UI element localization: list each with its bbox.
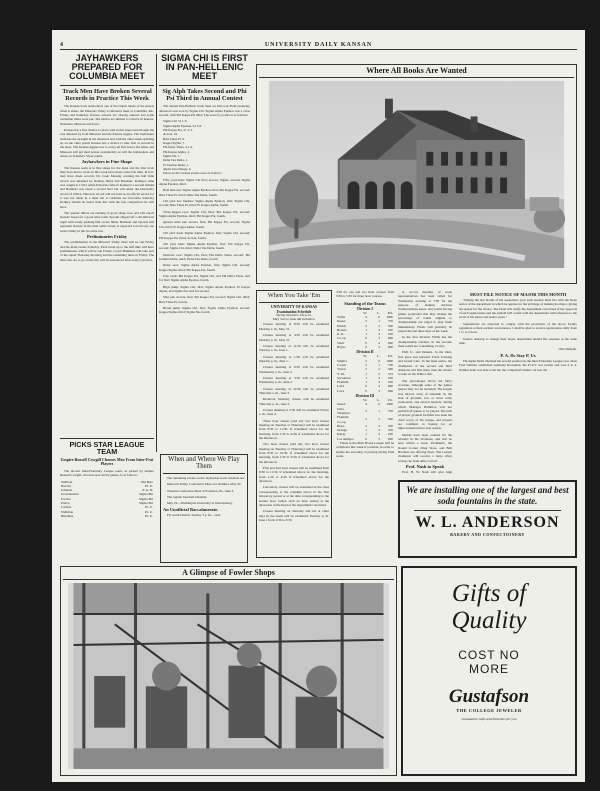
gustafson-fine: Graduation Gifts and Novelties for you bbox=[461, 717, 517, 721]
score-item: Delta Tau Delta, 1. bbox=[163, 158, 188, 163]
exam-line: Classes meeting at 2:30 will be examined Friday a. m., June 4. bbox=[259, 407, 329, 417]
table-row bbox=[336, 415, 394, 424]
team-name: Hayes bbox=[337, 345, 346, 350]
gustafson-quality: Quality bbox=[451, 607, 527, 634]
paper-name: UNIVERSITY DAILY KANSAN bbox=[264, 42, 373, 48]
team-stat: 250 bbox=[387, 327, 393, 332]
division-3-table bbox=[336, 398, 394, 441]
pickstar-headline: PICKS STAR LEAGUE TEAM bbox=[69, 440, 145, 457]
paragraph: Western Conference Meet at Evanston, Ill., June 3. bbox=[167, 488, 235, 493]
team-name: Univ. Thomson bbox=[337, 406, 350, 415]
paragraph: Sophomores are expected to comply with the provisions of the above faculty regulation at their earliest convenience. I shall be glad to receive applications daily from 1 to 4 o'clock. bbox=[459, 321, 577, 335]
team-name: Orange bbox=[337, 428, 347, 433]
team-stat: 0 bbox=[378, 358, 380, 363]
paragraph: Relay race: Sigma Alpha Epsilon, first; Sigma Chi, second; Kappa Sigma, third; Phi Kappa Psi, fourth. bbox=[159, 263, 250, 272]
team-stat: 500 bbox=[387, 323, 393, 328]
gustafson-gifts: Gifts of bbox=[451, 580, 527, 607]
team-name: Willis bbox=[337, 314, 346, 319]
header-cell: W. bbox=[363, 354, 367, 359]
paragraph: Shot put: Acacia, first; Phi Kappa Psi, second; Sigma Chi, third; Beta Theta Pi, fourth. bbox=[159, 295, 250, 304]
gustafson-sub: THE COLLEGE JEWELER bbox=[456, 708, 522, 713]
exam-headline: When You Take 'Em bbox=[259, 293, 329, 303]
header-cell: W. bbox=[363, 310, 367, 315]
header-cell: W. bbox=[363, 398, 367, 403]
team-name: Los Amigos bbox=[337, 436, 354, 441]
header-cell: Pct. bbox=[387, 398, 393, 403]
team-stat: 250 bbox=[387, 375, 393, 380]
newspaper-page bbox=[52, 30, 585, 782]
signature: Olin Templin. bbox=[558, 347, 577, 352]
league-article bbox=[398, 290, 452, 476]
score-item: Phi Kappa Alpha, 4. bbox=[163, 149, 190, 154]
team-name: Steel bbox=[337, 340, 344, 345]
player-team: Phi Beta bbox=[141, 479, 153, 484]
paragraph: Three hour classes (and any two hour classes meeting on Tuesday or Thursday) will be examined from 8:30 to 11:30. If scheduled above for the morning, from 1:30 to 4:30, if scheduled above for the afternoon. bbox=[259, 418, 329, 441]
standings-tail bbox=[336, 441, 394, 458]
score-item: Sigma Chi 31 1-3. bbox=[163, 119, 188, 124]
table-row bbox=[336, 407, 394, 416]
paragraph: 120 yard low hurdles: Sigma Alpha Epsilon, first; Sigma Chi, second; Beta Theta Pi, third; Pi Kappa Alpha, fourth. bbox=[159, 199, 250, 208]
paragraph: The all-star Inter-Fraternity League team, as picked by umpire Russell Cowgill, who has seen all the games, is as follows: bbox=[60, 468, 154, 478]
player-team: P. A. D. bbox=[142, 488, 153, 493]
team-stat: 2 bbox=[378, 417, 380, 422]
player-name: Forcier bbox=[61, 496, 71, 501]
team-name: Sneed bbox=[337, 402, 346, 407]
sigmachi-subhead: Sig Alph Takes Second and Phi Psi Third in Annual Contest bbox=[162, 87, 247, 102]
team-stat: 1 bbox=[365, 432, 367, 437]
team-stat: 000 bbox=[387, 336, 393, 341]
exam-line: Classes meeting at 3:30 will be examined Wednesday p. m., June 2. bbox=[259, 375, 329, 385]
paragraph: The annual Pan-Hellenic track meet on McCook Field yesterday afternoon was won by Sigma Chi. Sigma Alpha Epsilon was a close second, with Phi Kappa Psi third. The score by points is as follows: bbox=[159, 104, 250, 117]
division-2-table bbox=[336, 354, 394, 393]
anderson-ad bbox=[398, 480, 577, 558]
team-name: Franklin bbox=[337, 380, 349, 385]
team-stat: 0 bbox=[378, 314, 380, 319]
anderson-rule bbox=[414, 510, 561, 511]
header-cell: L. bbox=[377, 354, 380, 359]
team-name: Barnes bbox=[337, 327, 347, 332]
team-stat: 0 bbox=[365, 384, 367, 389]
exam-university: UNIVERSITY OF KANSAS bbox=[270, 304, 318, 309]
score-item: Phi Kappa Psi, 21 2-3. bbox=[163, 127, 193, 132]
jayhawkers-headline: JAYHAWKERS PREPARED FOR COLUMBIA MEET bbox=[60, 54, 154, 86]
score-item: Beta Theta Pi, 9. bbox=[163, 136, 186, 141]
team-stat: 1 bbox=[365, 371, 367, 376]
exam-line: Classes meeting at 4:30 will be examined Monday p. m., May 31. bbox=[259, 333, 329, 342]
player-team: Sigma Phi bbox=[138, 492, 153, 497]
paragraph: May 19—Washington University at Warrensburg. bbox=[167, 501, 233, 506]
team-stat: 3 bbox=[378, 336, 380, 341]
team-name: Kindy bbox=[337, 432, 346, 437]
paragraph: Finals in the Bark House League will be completed this week if possible, in order to enable the awarding of playing during final week. bbox=[336, 441, 394, 459]
paragraph: The Kansas track team enters one of the largest meets of the season when it enters the Missouri Valley Conference meet at Columbia, Mo. Friday and Saturday. Kansas schools are already entered and some creditable times were put. The entries are limited to schools in Kansas, Nebraska, Missouri and Iowa. bbox=[60, 104, 154, 126]
books-box bbox=[256, 64, 577, 284]
paragraph: The remaining events on the Jayhawker track schedule are: bbox=[167, 475, 245, 480]
player-name: Sullivan bbox=[61, 479, 73, 484]
mustfile-article bbox=[456, 290, 577, 476]
team-stat: 4 bbox=[378, 340, 380, 345]
sigmachi-article bbox=[156, 54, 250, 452]
team-stat: 2 bbox=[378, 323, 380, 328]
paragraph: Places in the various events were as follows: bbox=[163, 171, 222, 176]
paragraph: Eldb U., and Daniels. In the third, first place lies between Track Training and Grand Cafe. In the final series, the champions of the second and third divisions will first meet, then the winner to take on the Willis Club. bbox=[398, 350, 452, 377]
team-stat: 2 bbox=[365, 423, 367, 428]
exam-line: Classes meeting at 1:30 will be examined Tuesday p. m., June 1. bbox=[259, 354, 329, 363]
subheading: Jayhawkers in Fine Shape bbox=[81, 159, 133, 165]
player-name: Hutchins bbox=[61, 513, 74, 518]
team-name: Taylor bbox=[337, 367, 346, 372]
score-item: Sigma Nu, 1. bbox=[163, 154, 181, 159]
score-item: Kappa Sigma, 7. bbox=[163, 140, 185, 145]
exam-line: Classes meeting at 11:30 will be examined Tuesday a. m., June 1. bbox=[259, 343, 329, 353]
team-stat: 250 bbox=[387, 428, 393, 433]
exam-dates: May 31st to June 4th inclusive. bbox=[272, 316, 316, 321]
paragraph: Obstacle race: Sigma Chi, first; Phi Delta Theta, second; Phi Gamma Delta, third; Delta Tau Delta, fourth. bbox=[159, 252, 250, 261]
player-name: Carlton bbox=[61, 505, 72, 510]
paragraph: The Kansas team is in fine shape for the meet and the first track they have had to work on this week have made some fast time. In fact, they have made records. Dr. Cade Monday evening the half mile record was smashed by Rodkey, Riley and Barnhart. Rodkey's time was caught at 1:59.2 while Edwards came in Rodkey's a second behind and Barnhart was about a second later but will under the University record of 2:00.2. This new record will not hold as an official record for it was not made in a meet but it confirms are favorable Saturday Rodkey should do better than this with the fast competitors he will have. bbox=[60, 165, 154, 209]
paragraph: First and four hour classes will be examined from 8:30 to 11:30, if scheduled above for the morning, from 1:30 to 4:30 if scheduled above for the afternoon. bbox=[259, 466, 329, 484]
team-stat: 000 bbox=[387, 388, 393, 393]
team-stat: 0 bbox=[378, 402, 380, 407]
announcement-title: An Unofficial Baccalaureate. bbox=[163, 506, 219, 512]
paragraph: Juniors desiring to change their major department should file requests at the same time. bbox=[459, 336, 577, 346]
player-team: Sigma Phi bbox=[138, 501, 153, 506]
team-stat: 2 bbox=[378, 367, 380, 372]
whenwhere-box bbox=[160, 454, 248, 563]
team-name: Stevenson bbox=[337, 375, 351, 380]
paragraph: The regular baseball schedule: bbox=[167, 494, 208, 499]
paragraph: Missouri Valley Conference Meet at Columbia, May 20. bbox=[167, 482, 242, 487]
pickstar-intro bbox=[60, 469, 154, 478]
team-stat: 250 bbox=[387, 380, 393, 385]
masthead bbox=[60, 42, 577, 50]
score-item: Pi Upsilon Delta, 1. bbox=[163, 162, 190, 167]
table-row bbox=[336, 389, 394, 393]
header-cell: Pct. bbox=[387, 310, 393, 315]
pickstar-table bbox=[60, 480, 154, 519]
page-number: 4 bbox=[60, 42, 64, 48]
player-team: Pi. U. bbox=[145, 509, 153, 514]
subheading: Preliminaries Friday bbox=[86, 233, 128, 239]
player-name: Johnson bbox=[61, 488, 73, 493]
team-stat: 250 bbox=[387, 332, 393, 337]
team-stat: 1 bbox=[378, 319, 380, 324]
team-stat: 3 bbox=[378, 327, 380, 332]
paragraph: The percentages above are fairly accurate, although some of the games played may not be included. The league was thrown away of schedule by the lack of grounds, two or three rainy week-ends, and several hazards, during which Manager Hamilton will not permit ball games to be played. The lack of proper grounds facilities has been the chief worry of the league, and players are confident in hoping for an improvement before next season. bbox=[398, 378, 452, 431]
team-name: Hope bbox=[337, 423, 345, 428]
division-1-heading: Division I bbox=[357, 306, 373, 311]
team-stat: 2 bbox=[365, 323, 367, 328]
player-name: Harold bbox=[61, 483, 71, 488]
team-name: Smith's bbox=[337, 358, 348, 363]
score-list bbox=[159, 119, 250, 171]
player-name: Pierce bbox=[61, 501, 70, 506]
score-item: Acacia, 10. bbox=[163, 132, 178, 137]
team-stat: 0 bbox=[365, 388, 367, 393]
anderson-name: W. L. ANDERSON bbox=[415, 514, 560, 531]
team-stat: 1 bbox=[365, 428, 367, 433]
team-stat: 4 bbox=[365, 314, 367, 319]
team-name: Ehrich bbox=[337, 323, 347, 328]
standings-intro bbox=[336, 290, 394, 299]
standings-article bbox=[336, 290, 394, 558]
paragraph: 220 yard dash: Sigma Alpha Epsilon, first; Phi Kappa Psi, second; Sigma Chi, third; Delta Tau Delta, fourth. bbox=[159, 241, 250, 251]
team-stat: 750 bbox=[387, 362, 393, 367]
fowler-box bbox=[60, 566, 397, 776]
team-stat: 2 bbox=[365, 417, 367, 422]
team-stat: 3 bbox=[378, 436, 380, 441]
team-name: K. K. bbox=[337, 332, 345, 337]
table-row bbox=[336, 345, 394, 349]
jayhawkers-body bbox=[60, 104, 154, 262]
player-team: Pi. U. bbox=[145, 513, 153, 518]
team-stat: 3 bbox=[365, 362, 367, 367]
player-name: Grotzmacher bbox=[61, 492, 79, 497]
fowler-headline: A Glimpse of Fowler Shops bbox=[63, 569, 394, 580]
subheading: P. A. Ds Stay P. Us bbox=[500, 352, 536, 358]
team-stat: 2 bbox=[378, 371, 380, 376]
player-team: Pi. U. bbox=[145, 483, 153, 488]
paragraph: Fifty yard dash: Sigma Chi first; Acacia, Sigma, second; Sigma Alpha Epsilon, third. bbox=[159, 177, 250, 187]
team-stat: 0 bbox=[365, 345, 367, 350]
team-stat: 3 bbox=[378, 388, 380, 393]
team-stat: 3 bbox=[378, 432, 380, 437]
team-name: Cooter bbox=[337, 362, 347, 367]
team-stat: 1 bbox=[365, 327, 367, 332]
exam-line: Classes meeting at 10:30 will be examined Thursday a. m., June 3. bbox=[259, 386, 329, 395]
team-stat: 1 bbox=[365, 332, 367, 337]
library-photo bbox=[264, 81, 569, 268]
team-stat: 0 bbox=[365, 336, 367, 341]
gustafson-name: Gustafson bbox=[448, 686, 530, 707]
team-stat: 3 bbox=[378, 332, 380, 337]
sigmachi-headline: SIGMA CHI IS FIRST IN PAN-HELLENIC MEET bbox=[159, 54, 250, 86]
sigmachi-body bbox=[159, 104, 250, 314]
team-stat: 4 bbox=[378, 384, 380, 389]
league-body bbox=[398, 290, 452, 476]
team-stat: 2 bbox=[365, 367, 367, 372]
whenwhere-headline: When and Where We Play Them bbox=[163, 457, 245, 474]
team-stat: 3 bbox=[378, 380, 380, 385]
paragraph: Fly south Church, Sunday 3 p. m.—Adv. bbox=[167, 512, 222, 517]
mustfile-headline: MUST FILE NOTICE OF MAJOR THIS MONTH bbox=[469, 292, 567, 297]
fowler-shops-photo bbox=[68, 583, 389, 769]
score-item: Sigma Alpha Epsilon, 24 5-6. bbox=[163, 123, 203, 128]
paragraph: 3:30 for one and two hour courses from 3:30 to 5:30 for three hour courses. bbox=[336, 290, 394, 299]
paragraph: The quarter milers are running in good shape now and will enroll Kansas' hopes for a good relay team. Sproull clipped off a :49 mile last night with Grady pushing him on the finish. Barnhart and Sproull will represent Kansas in the mile while Grady is expected to hold any one in the Valley in the two mile run. bbox=[60, 211, 154, 233]
player-team: Pi. U. bbox=[145, 505, 153, 510]
pickstar-subhead: Umpire Russell Cowgill Chooses Men From Inter-Frat Players bbox=[60, 456, 154, 467]
team-stat: 250 bbox=[387, 432, 393, 437]
anderson-sub: BAKERY AND CONFECTIONERY bbox=[450, 532, 525, 537]
table-row bbox=[60, 514, 154, 518]
team-name: Co-op. bbox=[337, 336, 347, 341]
paragraph: Broad jump: Sigma Chi, first; Sigma Alpha Epsilon, second; Kappa Sigma, third; Sigma Nu, fourth. bbox=[159, 305, 250, 315]
paragraph: Phi Alpha Delta clinched the second position in the Inter-Fraternity League race when Fred Olander outpitched Germany Rosenthal, the Pi U's' star twirler and won 5 to 4. Neither team was able to hit but the competent's hitters cut into the bbox=[459, 359, 577, 372]
team-stat: 1000 bbox=[386, 358, 393, 363]
score-item: Phi Delta Theta, 4 1-3. bbox=[163, 145, 193, 150]
team-stat: 1000 bbox=[386, 314, 393, 319]
mustfile-body bbox=[459, 298, 577, 372]
anderson-tagline: We are installing one of the largest and best soda fountains in the state. bbox=[406, 485, 569, 506]
paragraph: Pole vault: Phi Kappa Psi, Sigma Chi, and Phi Delta Theta, tied for first; Sigma Alpha Epsilon, fourth. bbox=[159, 273, 250, 283]
paragraph: Three-legged race: Sigma Chi, first; Phi Kappa Psi, second; Sigma Alpha Epsilon, third; Phi Kappa Psi, fourth. bbox=[159, 209, 250, 219]
team-stat: 2 bbox=[378, 423, 380, 428]
team-name: Franklin Co-op. bbox=[337, 415, 349, 424]
team-stat: 1 bbox=[365, 375, 367, 380]
team-stat: 500 bbox=[387, 417, 393, 422]
team-name: Kisser bbox=[337, 319, 346, 324]
exam-line: Classes meeting at 8:30 will be examined Monday a. m., May 31. bbox=[259, 322, 329, 331]
team-stat: 000 bbox=[387, 436, 393, 441]
paragraph: Medals have been ordered for the winners in the divisions, and will be here within a week. Peckham's, the Round Corner Drug Store, and Bell Brothers are offering three. The League champion will receive a large silver loving cup from Alfie Carroll. bbox=[398, 432, 452, 463]
header-cell: Pct. bbox=[387, 354, 393, 359]
exam-semester: Spring Semester, 1914-15. bbox=[276, 312, 312, 317]
team-stat: 4 bbox=[365, 402, 367, 407]
team-stat: 3 bbox=[378, 375, 380, 380]
paragraph: Laboratory classes will be examined in the class corresponding to the schedule above in the first laboratory period or at the time corresponding to the lecture hour (when such an hour exists) at the discretion of the head of the department concerned. bbox=[259, 485, 329, 507]
score-item: Alpha Tau Omega, 0. bbox=[163, 167, 192, 172]
paragraph: Two hour classes (and any two hour classes meeting on Tuesday or Thursday) will be examined from 8:30 to 10:30, if scheduled above for the morning, from 1:30 to 3:30, if scheduled above for the afternoon. bbox=[259, 442, 329, 464]
team-stat: 000 bbox=[387, 384, 393, 389]
team-stat: 000 bbox=[387, 340, 393, 345]
standings-headline: Standing of the Teams bbox=[344, 300, 386, 306]
team-stat: 3 bbox=[365, 408, 367, 413]
division-1-table bbox=[336, 311, 394, 350]
player-name: Wellman bbox=[61, 509, 74, 514]
exam-schedule-title: Examination Schedule bbox=[276, 309, 312, 314]
division-2-heading: Division II bbox=[356, 350, 374, 355]
team-stat: 4 bbox=[378, 345, 380, 350]
team-stat: 500 bbox=[387, 367, 393, 372]
paragraph: Classes meeting on Saturday and not at other days in the week will be examined Tuesday p. m. June 1 from 1:30 to 3:30. bbox=[259, 509, 329, 522]
team-name: Loe's bbox=[337, 388, 345, 393]
team-stat: 000 bbox=[387, 345, 393, 350]
player-team: Sigma Phi bbox=[138, 496, 153, 501]
paragraph: Kansas has a fine chance to place well in this meet even though she was defeated by both Missouri and the Kansas Aggies. The Jayhawker team has the strength in the distances and with the other teams splitting up on the other points Kansas has a chance to take first or second in the meet. The Kansas Aggies lost to every all first honor but Ames and Missouri will get their points considerably as will the Jayhawkers and Ames on Schaller's Viper points. bbox=[60, 127, 154, 159]
paragraph: 100 yard dash: Sigma Alpha Epsilon, first; Sigma Chi, second; Phi Kappa Psi, third; Acacia, fourth. bbox=[159, 231, 250, 240]
paragraph: Half mile run: Sigma Alpha Epsilon, first; Phi Kappa Psi, second; Beta Theta Pi, third; Delta Tau Delta, fourth. bbox=[159, 188, 250, 197]
exam-line: Classes meeting at 9:30 will be examined Wednesday a. m., June 2. bbox=[259, 365, 329, 374]
gustafson-more: MORE bbox=[469, 662, 509, 676]
header-cell: L. bbox=[377, 398, 380, 403]
pickstar-article bbox=[60, 438, 154, 564]
paragraph: A record meeting of track representatives has been called for Wednesday evening at 7:00 for the purpose of making division championships series. Any teams having games postponed that may change the percentage of teams eligible to championship are urged to play them immediately. Finals will probably be played the last three days of the week. bbox=[398, 290, 452, 334]
paragraph: In the first division Willis has the championship cinched. In the second, three teams are contending, Cooter, bbox=[398, 335, 452, 349]
table-row bbox=[336, 402, 394, 406]
team-name: Y. M. bbox=[337, 371, 345, 376]
header-cell: L. bbox=[377, 310, 380, 315]
team-name: Lad's bbox=[337, 384, 345, 389]
gustafson-ad bbox=[401, 566, 577, 776]
exam-notes bbox=[259, 419, 329, 523]
paragraph: "During the last month of his sophomore year each student must file with the Dean notice of the department in which he applies for the privilege of making his major, giving his reason for the choice. The Dean will notify the department concerned of her approval of such applications and the student will confer with the department with reference to the work of his junior and senior years." bbox=[459, 298, 577, 320]
exam-line: Kickborn Saturday classes will be examined Thursday p. m., June 3. bbox=[259, 397, 329, 406]
whenwhere-body bbox=[163, 476, 245, 517]
subheading: Prof. Nash to Speak bbox=[405, 464, 445, 470]
team-stat: 3 bbox=[378, 428, 380, 433]
team-stat: 1000 bbox=[386, 402, 393, 407]
books-headline: Where All Books Are Wanted bbox=[259, 67, 574, 78]
team-stat: 1 bbox=[378, 362, 380, 367]
team-stat: 1 bbox=[378, 408, 380, 413]
division-3-heading: Division III bbox=[355, 394, 375, 399]
jayhawkers-subhead: Track Men Have Broken Several Records in Practice This Week bbox=[62, 87, 152, 102]
exam-body bbox=[259, 322, 329, 416]
paragraph: Quarter mile run: Acacia, first; Phi Kappa Psi, second; Sigma Chi, third; Pi Kappa Alpha, fourth. bbox=[159, 220, 250, 229]
team-stat: 3 bbox=[365, 319, 367, 324]
jayhawkers-article bbox=[60, 54, 154, 434]
team-stat: 500 bbox=[387, 423, 393, 428]
team-stat: 1 bbox=[365, 380, 367, 385]
exam-schedule-box bbox=[256, 290, 332, 558]
team-stat: 0 bbox=[365, 436, 367, 441]
paragraph: The preliminaries in the Missouri Valley meet will be run Friday and the main events Saturday. Each event up to the half mile will have preliminaries which will be run Friday. Coach Hamilton will take part of his squad Thursday morning and the remaining men on Friday. The men who are to go on the trip will be announced after today's practice. bbox=[60, 240, 154, 262]
paragraph: High jump: Sigma Chi, first; Sigma Alpha Epsilon, Pi Kappa Alpha, and Sigma Nu, tied for second. bbox=[159, 284, 250, 293]
team-stat: 750 bbox=[387, 408, 393, 413]
team-stat: 333 bbox=[387, 371, 393, 376]
paragraph: Prof. H. W. Nash will give high bbox=[402, 470, 452, 475]
team-stat: 750 bbox=[387, 319, 393, 324]
gustafson-cost: COST NO bbox=[458, 648, 520, 662]
team-stat: 0 bbox=[365, 340, 367, 345]
team-stat: 5 bbox=[365, 358, 367, 363]
